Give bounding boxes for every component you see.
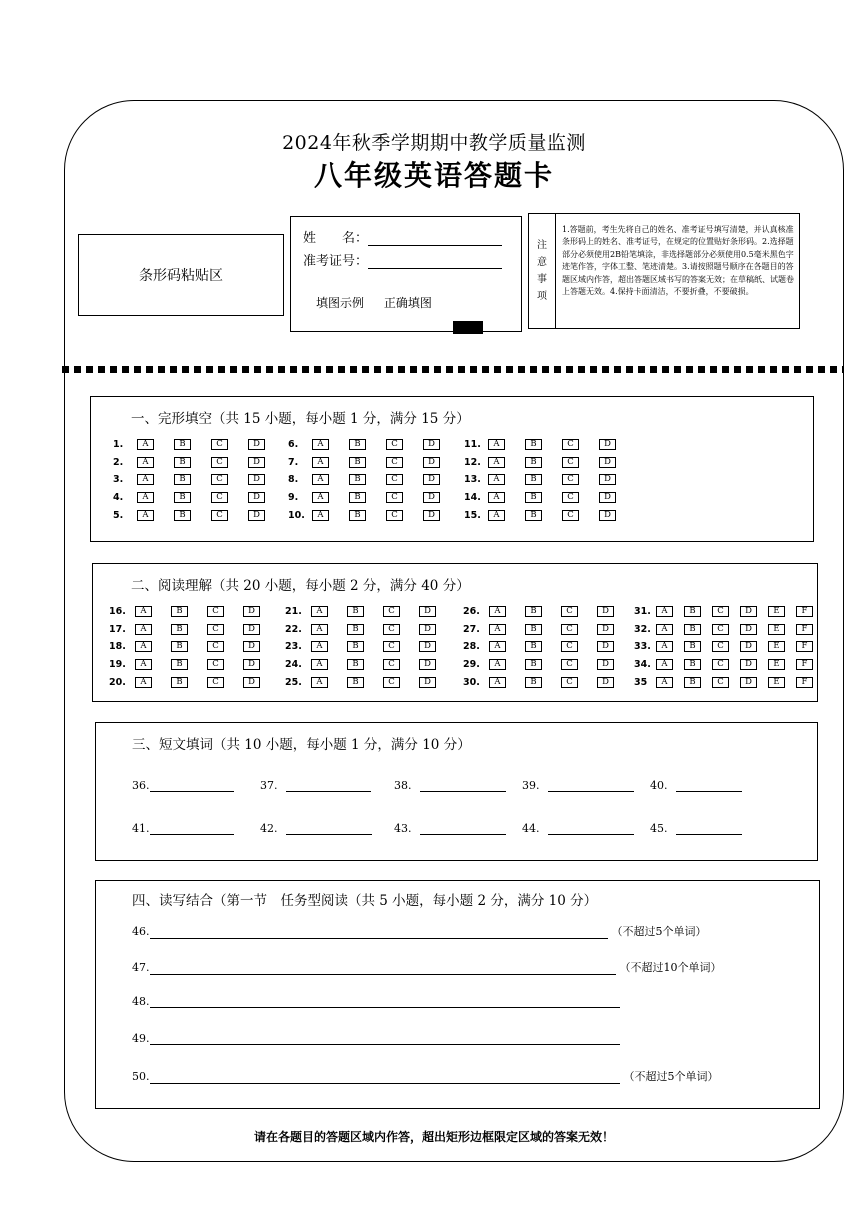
answer-line[interactable] xyxy=(150,926,608,939)
notice-box xyxy=(528,213,800,329)
answer-bubble-a[interactable]: A xyxy=(656,641,673,652)
answer-bubble-a[interactable]: A xyxy=(137,457,154,468)
answer-bubble-b[interactable]: B xyxy=(347,606,364,617)
question-number: 32. xyxy=(634,624,651,635)
answer-bubble-a[interactable]: A xyxy=(489,641,506,652)
answer-bubble-c[interactable]: C xyxy=(712,677,729,688)
answer-bubble-e[interactable]: E xyxy=(768,606,785,617)
answer-bubble-f[interactable]: F xyxy=(796,659,813,670)
answer-bubble-b[interactable]: B xyxy=(349,474,366,485)
question-number: 34. xyxy=(634,659,651,670)
answer-line-number: 50. xyxy=(132,1070,150,1083)
answer-bubble-d[interactable]: D xyxy=(423,474,440,485)
answer-bubble-c[interactable]: C xyxy=(562,492,579,503)
answer-line-row xyxy=(132,995,620,1008)
blank-number: 45. xyxy=(650,822,668,835)
answer-bubble-c[interactable]: C xyxy=(386,492,403,503)
answer-bubble-b[interactable]: B xyxy=(174,457,191,468)
answer-bubble-c[interactable]: C xyxy=(386,510,403,521)
answer-bubble-d[interactable]: D xyxy=(423,492,440,503)
answer-bubble-d[interactable]: D xyxy=(419,606,436,617)
answer-bubble-a[interactable]: A xyxy=(312,457,329,468)
answer-bubble-a[interactable]: A xyxy=(312,510,329,521)
question-number: 30. xyxy=(463,677,480,688)
answer-bubble-c[interactable]: C xyxy=(207,677,224,688)
answer-bubble-d[interactable]: D xyxy=(248,510,265,521)
answer-line-row xyxy=(132,1068,719,1084)
question-number: 7. xyxy=(288,457,299,468)
section-reading-title: 二、阅读理解（共 20 小题，每小题 2 分，满分 40 分） xyxy=(131,578,470,594)
answer-bubble-a[interactable]: A xyxy=(311,624,328,635)
answer-bubble-c[interactable]: C xyxy=(383,659,400,670)
answer-bubble-a[interactable]: A xyxy=(656,677,673,688)
answer-bubble-c[interactable]: C xyxy=(712,659,729,670)
answer-bubble-a[interactable]: A xyxy=(656,606,673,617)
answer-line-number: 47. xyxy=(132,961,150,974)
question-number: 26. xyxy=(463,606,480,617)
answer-bubble-d[interactable]: D xyxy=(599,457,616,468)
answer-bubble-d[interactable]: D xyxy=(248,492,265,503)
answer-bubble-a[interactable]: A xyxy=(135,606,152,617)
answer-bubble-d[interactable]: D xyxy=(740,677,757,688)
blank-number: 43. xyxy=(394,822,412,835)
answer-line[interactable] xyxy=(150,1071,620,1084)
answer-bubble-a[interactable]: A xyxy=(135,624,152,635)
barcode-label: 条形码粘贴区 xyxy=(139,268,223,284)
answer-bubble-d[interactable]: D xyxy=(599,510,616,521)
answer-line-number: 49. xyxy=(132,1032,150,1045)
answer-bubble-d[interactable]: D xyxy=(248,457,265,468)
answer-bubble-b[interactable]: B xyxy=(684,641,701,652)
question-number: 4. xyxy=(113,492,124,503)
notice-side-char: 事 xyxy=(537,274,547,285)
answer-bubble-b[interactable]: B xyxy=(349,492,366,503)
answer-bubble-c[interactable]: C xyxy=(561,624,578,635)
answer-bubble-c[interactable]: C xyxy=(712,624,729,635)
answer-bubble-c[interactable]: C xyxy=(562,510,579,521)
answer-bubble-a[interactable]: A xyxy=(656,659,673,670)
answer-bubble-e[interactable]: E xyxy=(768,677,785,688)
fill-blank xyxy=(394,779,506,792)
section-task-reading xyxy=(95,880,820,1109)
answer-line-number: 48. xyxy=(132,995,150,1008)
answer-bubble-d[interactable]: D xyxy=(243,659,260,670)
answer-bubble-d[interactable]: D xyxy=(248,439,265,450)
answer-bubble-b[interactable]: B xyxy=(347,641,364,652)
blank-number: 40. xyxy=(650,779,668,792)
question-number: 12. xyxy=(464,457,481,468)
answer-bubble-e[interactable]: E xyxy=(768,641,785,652)
answer-bubble-a[interactable]: A xyxy=(488,474,505,485)
cut-line xyxy=(62,366,844,373)
answer-bubble-f[interactable]: F xyxy=(796,606,813,617)
answer-bubble-d[interactable]: D xyxy=(419,641,436,652)
answer-line[interactable] xyxy=(150,1032,620,1045)
answer-bubble-b[interactable]: B xyxy=(349,510,366,521)
name-label: 姓 名： xyxy=(303,231,369,246)
answer-bubble-b[interactable]: B xyxy=(174,474,191,485)
answer-bubble-d[interactable]: D xyxy=(740,641,757,652)
answer-line-row xyxy=(132,959,722,975)
fill-blank xyxy=(650,779,742,792)
answer-bubble-a[interactable]: A xyxy=(137,492,154,503)
answer-bubble-f[interactable]: F xyxy=(796,641,813,652)
answer-bubble-d[interactable]: D xyxy=(423,457,440,468)
answer-bubble-b[interactable]: B xyxy=(349,457,366,468)
answer-bubble-c[interactable]: C xyxy=(561,641,578,652)
fill-blank xyxy=(260,779,371,792)
answer-bubble-c[interactable]: C xyxy=(383,641,400,652)
question-number: 13. xyxy=(464,474,481,485)
answer-line[interactable] xyxy=(150,962,616,975)
blank-answer-line[interactable] xyxy=(548,822,634,835)
answer-bubble-b[interactable]: B xyxy=(174,510,191,521)
answer-bubble-a[interactable]: A xyxy=(311,641,328,652)
blank-number: 38. xyxy=(394,779,412,792)
answer-bubble-d[interactable]: D xyxy=(740,659,757,670)
name-row xyxy=(303,227,502,246)
answer-bubble-b[interactable]: B xyxy=(171,606,188,617)
question-number: 21. xyxy=(285,606,302,617)
fill-blank xyxy=(650,822,742,835)
answer-line-number: 46. xyxy=(132,925,150,938)
blank-answer-line[interactable] xyxy=(420,822,506,835)
answer-bubble-b[interactable]: B xyxy=(347,677,364,688)
blank-answer-line[interactable] xyxy=(286,822,372,835)
answer-bubble-c[interactable]: C xyxy=(207,606,224,617)
id-field[interactable] xyxy=(368,254,502,269)
question-number: 1. xyxy=(113,439,124,450)
question-number: 9. xyxy=(288,492,299,503)
answer-bubble-a[interactable]: A xyxy=(489,624,506,635)
question-number: 27. xyxy=(463,624,480,635)
question-number: 24. xyxy=(285,659,302,670)
answer-bubble-b[interactable]: B xyxy=(171,659,188,670)
fill-example-label: 填图示例 xyxy=(316,296,365,310)
answer-bubble-b[interactable]: B xyxy=(347,659,364,670)
answer-bubble-c[interactable]: C xyxy=(207,659,224,670)
answer-bubble-d[interactable]: D xyxy=(740,606,757,617)
word-limit-note: （不超过10个单词） xyxy=(619,961,722,974)
answer-bubble-d[interactable]: D xyxy=(597,659,614,670)
answer-bubble-b[interactable]: B xyxy=(525,677,542,688)
blank-answer-line[interactable] xyxy=(676,822,742,835)
answer-bubble-b[interactable]: B xyxy=(684,606,701,617)
answer-bubble-a[interactable]: A xyxy=(311,606,328,617)
blank-answer-line[interactable] xyxy=(286,779,371,792)
answer-bubble-c[interactable]: C xyxy=(562,474,579,485)
answer-bubble-a[interactable]: A xyxy=(137,510,154,521)
answer-bubble-d[interactable]: D xyxy=(423,510,440,521)
question-number: 14. xyxy=(464,492,481,503)
answer-bubble-b[interactable]: B xyxy=(174,439,191,450)
answer-bubble-a[interactable]: A xyxy=(311,659,328,670)
question-number: 8. xyxy=(288,474,299,485)
notice-side-label xyxy=(529,214,556,328)
answer-line[interactable] xyxy=(150,995,620,1008)
question-number: 6. xyxy=(288,439,299,450)
notice-side-char: 意 xyxy=(537,257,547,268)
question-number: 11. xyxy=(464,439,481,450)
blank-number: 44. xyxy=(522,822,540,835)
question-number: 3. xyxy=(113,474,124,485)
answer-bubble-a[interactable]: A xyxy=(312,439,329,450)
answer-bubble-d[interactable]: D xyxy=(243,606,260,617)
answer-line-row xyxy=(132,923,707,939)
answer-bubble-d[interactable]: D xyxy=(599,474,616,485)
answer-bubble-b[interactable]: B xyxy=(525,641,542,652)
answer-bubble-a[interactable]: A xyxy=(135,659,152,670)
answer-bubble-c[interactable]: C xyxy=(562,457,579,468)
fill-blank xyxy=(132,822,234,835)
student-info-box xyxy=(290,216,522,332)
answer-bubble-a[interactable]: A xyxy=(312,474,329,485)
answer-bubble-c[interactable]: C xyxy=(386,474,403,485)
answer-bubble-b[interactable]: B xyxy=(171,677,188,688)
answer-bubble-b[interactable]: B xyxy=(525,659,542,670)
answer-bubble-d[interactable]: D xyxy=(740,624,757,635)
answer-bubble-b[interactable]: B xyxy=(684,659,701,670)
answer-bubble-c[interactable]: C xyxy=(211,457,228,468)
answer-bubble-b[interactable]: B xyxy=(525,606,542,617)
blank-answer-line[interactable] xyxy=(150,779,234,792)
fill-blank xyxy=(394,822,506,835)
notice-side-char: 注 xyxy=(537,240,547,251)
answer-bubble-d[interactable]: D xyxy=(419,677,436,688)
answer-bubble-a[interactable]: A xyxy=(135,641,152,652)
blank-number: 41. xyxy=(132,822,150,835)
correct-fill-label: 正确填图 xyxy=(383,296,432,310)
answer-bubble-c[interactable]: C xyxy=(561,677,578,688)
exam-title: 2024年秋季学期期中教学质量监测 xyxy=(282,132,586,154)
question-number: 16. xyxy=(109,606,126,617)
fill-blank xyxy=(260,822,372,835)
blank-number: 37. xyxy=(260,779,278,792)
blank-answer-line[interactable] xyxy=(150,822,234,835)
answer-bubble-b[interactable]: B xyxy=(174,492,191,503)
answer-bubble-a[interactable]: A xyxy=(137,474,154,485)
question-number: 19. xyxy=(109,659,126,670)
answer-bubble-d[interactable]: D xyxy=(599,439,616,450)
answer-bubble-c[interactable]: C xyxy=(211,439,228,450)
answer-bubble-a[interactable]: A xyxy=(135,677,152,688)
answer-bubble-d[interactable]: D xyxy=(243,677,260,688)
answer-bubble-c[interactable]: C xyxy=(386,439,403,450)
answer-bubble-a[interactable]: A xyxy=(488,439,505,450)
answer-bubble-b[interactable]: B xyxy=(171,641,188,652)
answer-line-row xyxy=(132,1032,620,1045)
question-number: 22. xyxy=(285,624,302,635)
answer-bubble-d[interactable]: D xyxy=(248,474,265,485)
word-limit-note: （不超过5个单词） xyxy=(623,1070,719,1083)
notice-side-char: 项 xyxy=(537,291,547,302)
question-number: 29. xyxy=(463,659,480,670)
id-label: 准考证号： xyxy=(303,254,369,269)
question-number: 17. xyxy=(109,624,126,635)
blank-answer-line[interactable] xyxy=(420,779,506,792)
answer-bubble-c[interactable]: C xyxy=(211,474,228,485)
fill-example-row xyxy=(316,294,432,311)
name-field[interactable] xyxy=(368,231,502,246)
answer-bubble-c[interactable]: C xyxy=(211,492,228,503)
answer-bubble-c[interactable]: C xyxy=(562,439,579,450)
answer-bubble-c[interactable]: C xyxy=(712,606,729,617)
answer-bubble-d[interactable]: D xyxy=(597,606,614,617)
answer-bubble-c[interactable]: C xyxy=(207,641,224,652)
answer-bubble-a[interactable]: A xyxy=(311,677,328,688)
card-title: 八年级英语答题卡 xyxy=(313,159,554,192)
question-number: 28. xyxy=(463,641,480,652)
barcode-area xyxy=(78,234,284,316)
answer-bubble-c[interactable]: C xyxy=(712,641,729,652)
answer-bubble-d[interactable]: D xyxy=(597,624,614,635)
answer-bubble-c[interactable]: C xyxy=(383,677,400,688)
answer-bubble-d[interactable]: D xyxy=(243,641,260,652)
blank-number: 42. xyxy=(260,822,278,835)
fill-blank xyxy=(132,779,234,792)
question-number: 10. xyxy=(288,510,305,521)
answer-bubble-f[interactable]: F xyxy=(796,624,813,635)
answer-bubble-c[interactable]: C xyxy=(383,606,400,617)
answer-bubble-b[interactable]: B xyxy=(525,510,542,521)
answer-bubble-a[interactable]: A xyxy=(489,606,506,617)
question-number: 23. xyxy=(285,641,302,652)
filled-bubble-example xyxy=(453,321,483,334)
answer-bubble-d[interactable]: D xyxy=(597,677,614,688)
blank-answer-line[interactable] xyxy=(548,779,634,792)
answer-bubble-e[interactable]: E xyxy=(768,659,785,670)
question-number: 25. xyxy=(285,677,302,688)
answer-bubble-c[interactable]: C xyxy=(211,510,228,521)
question-number: 5. xyxy=(113,510,124,521)
blank-answer-line[interactable] xyxy=(676,779,742,792)
answer-bubble-a[interactable]: A xyxy=(489,677,506,688)
answer-bubble-d[interactable]: D xyxy=(599,492,616,503)
notice-text: 1.答题前，考生先将自己的姓名、准考证号填写清楚，并认真核准条形码上的姓名、准考证号，在规定的位置贴好条形码。2.选择题部分必须使用2B铅笔填涂，非选择题部分必须使用0.5毫米黑色字迹笔作答，字体工整、笔迹清楚。3.请按照题号顺序在各题目的答题区域内作答，超出答题区域书写的答案无效；在草稿纸、试题卷上答题无效。4.保持卡面清洁，不要折叠，不要破损。 xyxy=(562,225,794,297)
section-word-fill xyxy=(95,722,818,861)
answer-bubble-d[interactable]: D xyxy=(419,624,436,635)
answer-bubble-b[interactable]: B xyxy=(171,624,188,635)
question-number: 18. xyxy=(109,641,126,652)
section-cloze-title: 一、完形填空（共 15 小题，每小题 1 分，满分 15 分） xyxy=(131,411,470,427)
section-task-reading-title: 四、读写结合（第一节 任务型阅读（共 5 小题，每小题 2 分，满分 10 分） xyxy=(132,893,598,909)
answer-bubble-b[interactable]: B xyxy=(525,457,542,468)
answer-bubble-a[interactable]: A xyxy=(489,659,506,670)
answer-bubble-c[interactable]: C xyxy=(561,659,578,670)
answer-bubble-c[interactable]: C xyxy=(207,624,224,635)
answer-bubble-b[interactable]: B xyxy=(684,624,701,635)
question-number: 20. xyxy=(109,677,126,688)
answer-bubble-b[interactable]: B xyxy=(349,439,366,450)
section-cloze xyxy=(90,396,814,542)
answer-bubble-a[interactable]: A xyxy=(137,439,154,450)
answer-bubble-d[interactable]: D xyxy=(243,624,260,635)
question-number: 31. xyxy=(634,606,651,617)
blank-number: 39. xyxy=(522,779,540,792)
answer-bubble-c[interactable]: C xyxy=(383,624,400,635)
question-number: 2. xyxy=(113,457,124,468)
answer-bubble-b[interactable]: B xyxy=(525,624,542,635)
answer-bubble-a[interactable]: A xyxy=(488,492,505,503)
fill-blank xyxy=(522,822,634,835)
answer-bubble-a[interactable]: A xyxy=(488,510,505,521)
answer-bubble-d[interactable]: D xyxy=(423,439,440,450)
answer-bubble-c[interactable]: C xyxy=(561,606,578,617)
fill-blank xyxy=(522,779,634,792)
answer-bubble-b[interactable]: B xyxy=(684,677,701,688)
blank-number: 36. xyxy=(132,779,150,792)
answer-bubble-a[interactable]: A xyxy=(656,624,673,635)
answer-bubble-e[interactable]: E xyxy=(768,624,785,635)
answer-bubble-b[interactable]: B xyxy=(525,439,542,450)
answer-bubble-b[interactable]: B xyxy=(525,474,542,485)
answer-bubble-c[interactable]: C xyxy=(386,457,403,468)
question-number: 33. xyxy=(634,641,651,652)
section-word-fill-title: 三、短文填词（共 10 小题，每小题 1 分，满分 10 分） xyxy=(132,737,471,753)
answer-bubble-d[interactable]: D xyxy=(419,659,436,670)
answer-bubble-a[interactable]: A xyxy=(488,457,505,468)
question-number: 15. xyxy=(464,510,481,521)
footer-warning: 请在各题目的答题区域内作答，超出矩形边框限定区域的答案无效！ xyxy=(253,1130,614,1144)
answer-bubble-d[interactable]: D xyxy=(597,641,614,652)
id-row xyxy=(303,250,502,269)
answer-bubble-b[interactable]: B xyxy=(347,624,364,635)
section-reading xyxy=(92,563,818,702)
answer-bubble-a[interactable]: A xyxy=(312,492,329,503)
question-number: 35 xyxy=(634,677,648,688)
word-limit-note: （不超过5个单词） xyxy=(611,925,707,938)
answer-bubble-f[interactable]: F xyxy=(796,677,813,688)
answer-bubble-b[interactable]: B xyxy=(525,492,542,503)
